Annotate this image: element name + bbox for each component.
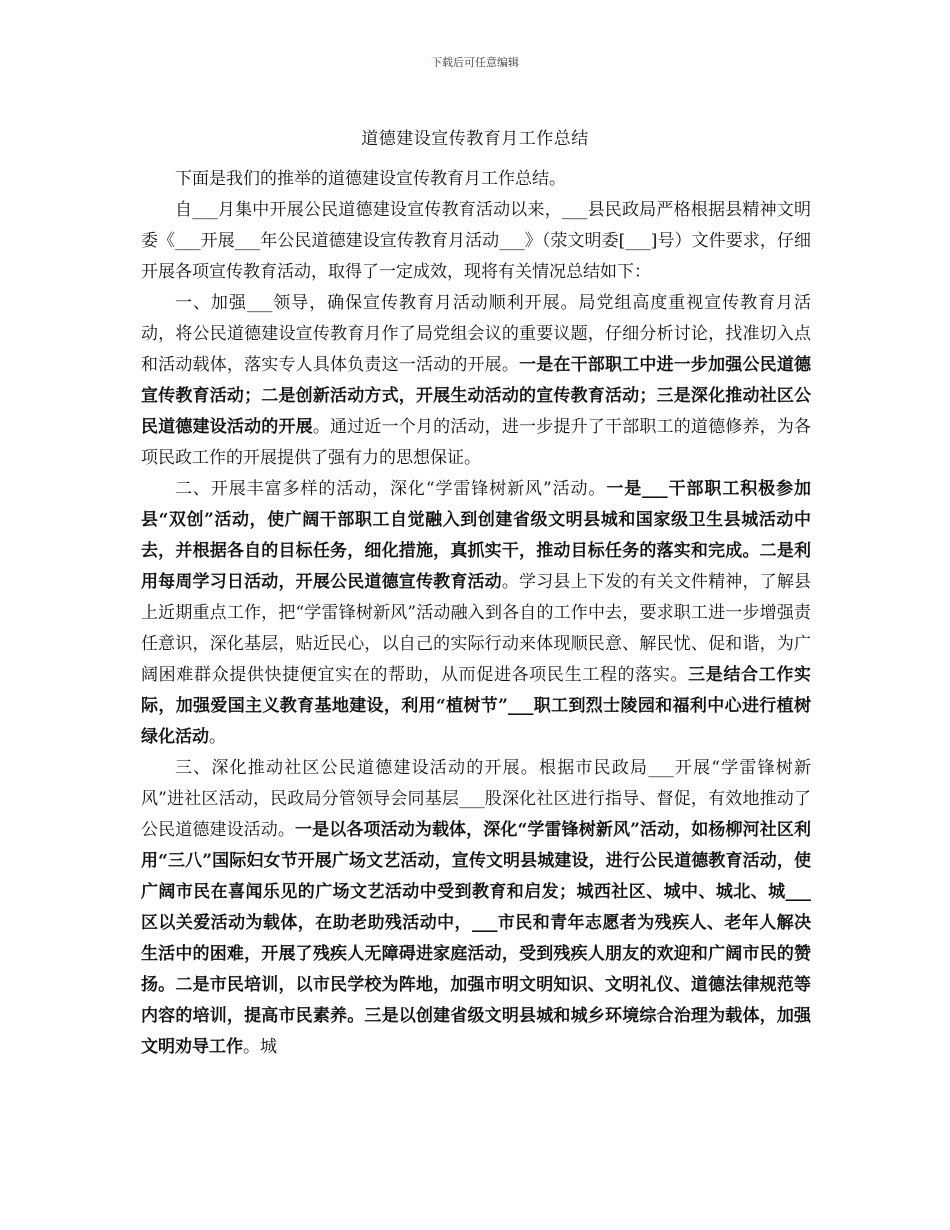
text-segment: 。城	[243, 1037, 277, 1057]
document-body	[141, 164, 811, 1063]
bold-text-segment: 一是以各项活动为载体，深化“学雷锋树新风”活动，如杨柳河社区利用“三八”国际妇女节开展广场文艺活动，宣传文明县城建设，进行公民道德教育活动，使广阔市民在喜闻乐见的广场文艺活动中受到教育和启发；城西社区、城中、城北、城___区以关爱活动为载体，在助老助残活动中，___市民和青年志愿者为残疾人、老年人解决生活中的困难，开展了残疾人无障碍进家庭活动，受到残疾人朋友的欢迎和广阔市民的赞扬。二是市民培训，以市民学校为阵地，加强市明文明知识、文明礼仪、道德法律规范等内容的培训，提高市民素养。三是以创建省级文明县城和城乡环境综合治理为载体，加强文明劝导工作	[141, 820, 812, 1057]
text-segment: 二、开展丰富多样的活动，深化“学雷锋树新风”活动。	[175, 479, 607, 499]
paragraph	[141, 474, 811, 753]
bold-text-segment: 三是结合工作实际，加强爱国主义教育基地建设，利用“植树节”___职工到烈士陵园和福利中心进行植树绿化活动	[141, 665, 812, 747]
text-segment: 三、深化推动社区公民道德建设活动的开展。根据市民政局___开展“学雷锋树新风”进社区活动，民政局分管领导会同基层___股深化社区进行指导、督促，有效地推动了公民道德建设活动。	[141, 758, 811, 840]
text-segment: 下面是我们的推举的道德建设宣传教育月工作总结。	[175, 169, 566, 189]
text-segment: 一、加强___领导，确保宣传教育月活动顺利开展。局党组高度重视宣传教育月活动，将公民道德建设宣传教育月作了局党组会议的重要议题，仔细分析讨论，找准切入点和活动载体，落实专人具体负责这一活动的开展。	[141, 293, 811, 375]
paragraph	[141, 195, 811, 288]
paragraph	[141, 164, 811, 195]
text-segment: 。	[209, 727, 226, 747]
text-segment: 。学习县上下发的有关文件精神，了解县上近期重点工作，把“学雷锋树新风”活动融入到各自的工作中去，要求职工进一步增强责任意识，深化基层，贴近民心，以自己的实际行动来体现顺民意、解民忧、促和谐，为广阔困难群众提供快捷便宜实在的帮助，从而促进各项民生工程的落实。	[141, 572, 812, 685]
bold-text-segment: 一是在干部职工中进一步加强公民道德宣传教育活动；二是创新活动方式，开展生动活动的宣传教育活动；三是深化推动社区公民道德建设活动的开展	[141, 355, 812, 437]
bold-text-segment: 一是___干部职工积极参加县“双创”活动，使广阔干部职工自觉融入到创建省级文明县城和国家级卫生县城活动中去，并根据各自的目标任务，细化措施，真抓实干，推动目标任务的落实和完成。二是利用每周学习日活动，开展公民道德宣传教育活动	[141, 479, 812, 592]
document-title: 道德建设宣传教育月工作总结	[361, 129, 589, 149]
text-segment: 自___月集中开展公民道德建设宣传教育活动以来，___县民政局严格根据县精神文明委《___开展___年公民道德建设宣传教育月活动___》（荥文明委[___]号）文件要求，仔细开展各项宣传教育活动，取得了一定成效，现将有关情况总结如下：	[141, 200, 811, 282]
header-note: 下载后可任意编辑	[431, 56, 519, 69]
text-segment: 。通过近一个月的活动，进一步提升了干部职工的道德修养，为各项民政工作的开展提供了强有力的思想保证。	[141, 417, 812, 468]
paragraph	[141, 753, 811, 1063]
paragraph	[141, 288, 811, 474]
